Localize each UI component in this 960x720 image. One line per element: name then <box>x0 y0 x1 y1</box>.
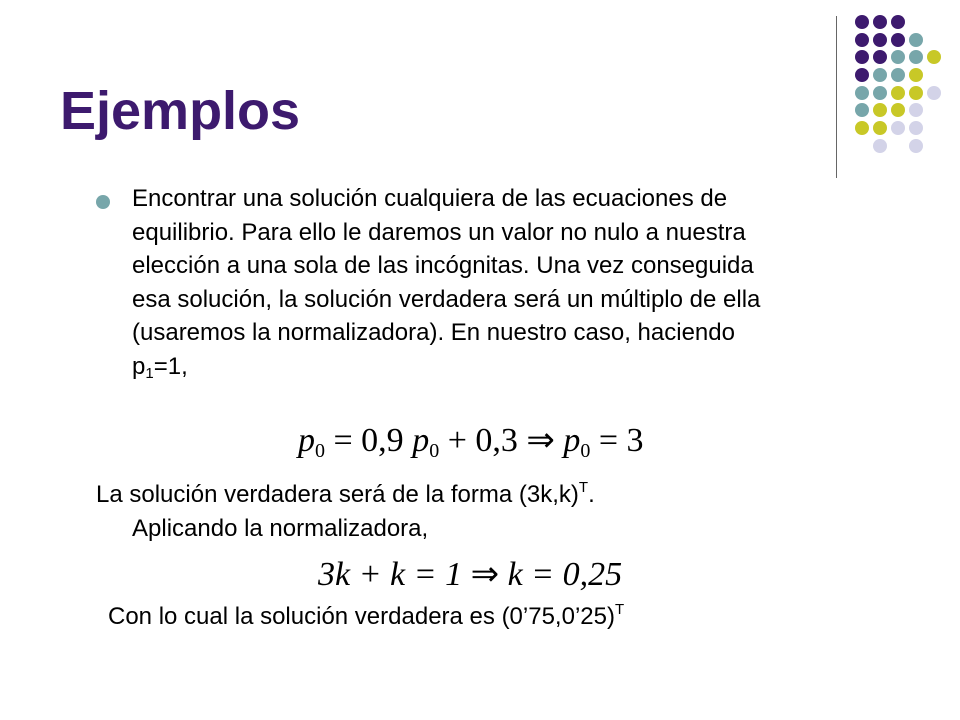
dot <box>891 86 905 100</box>
final-solution-text <box>108 600 624 634</box>
dot <box>855 33 869 47</box>
bullet-text: Encontrar una solución cualquiera de las ecuaciones de equilibrio. Para ello le daremos un valor no nulo a nuestra elección a una sola de las incógnitas. Una vez conseguida esa solución, la solución verdadera será un múltiplo de ella (usaremos la normalizadora). En nuestro caso, haciendo p <box>132 185 761 380</box>
final-solution-sup: T <box>614 601 625 618</box>
eq1-sub-a: 0 <box>315 440 325 462</box>
eq1-sub-b: 0 <box>429 440 440 462</box>
equation-1 <box>298 424 644 461</box>
dot <box>873 68 887 82</box>
bullet-subscript: 1 <box>145 364 154 382</box>
dot <box>873 121 887 135</box>
dot <box>891 33 905 47</box>
dot <box>855 15 869 29</box>
dot <box>873 50 887 64</box>
normalize-text: Aplicando la normalizadora, <box>132 515 429 542</box>
dot <box>873 86 887 100</box>
eq1-arrow: ⇒ <box>526 422 555 459</box>
dot <box>891 121 905 135</box>
dot <box>873 15 887 29</box>
dot <box>855 50 869 64</box>
eq2-right: k = 0,25 <box>507 556 623 593</box>
dot <box>891 50 905 64</box>
solution-form-sup: T <box>578 479 589 496</box>
dot <box>909 103 923 117</box>
dot <box>891 103 905 117</box>
dot <box>909 68 923 82</box>
solution-form-text <box>96 478 595 512</box>
dot <box>927 50 941 64</box>
solution-form-tail: . <box>588 481 595 508</box>
bullet-tail: =1, <box>153 352 188 380</box>
eq1-var-a: p <box>298 422 315 459</box>
dot <box>909 86 923 100</box>
bullet-text-block <box>132 182 792 383</box>
eq1-plus: + 0,3 <box>447 422 518 459</box>
dot <box>891 68 905 82</box>
dot <box>873 103 887 117</box>
dot <box>855 68 869 82</box>
eq2-arrow: ⇒ <box>470 556 500 593</box>
eq1-sub-c: 0 <box>580 440 591 462</box>
dot <box>873 33 887 47</box>
dot <box>855 103 869 117</box>
dot <box>909 121 923 135</box>
eq2-left: 3k + k = 1 <box>318 556 463 593</box>
eq1-var-b: p <box>412 422 430 459</box>
final-solution: Con lo cual la solución verdadera es (0’75,0’25) <box>108 603 615 630</box>
dot <box>909 33 923 47</box>
bullet-icon <box>96 195 110 209</box>
eq1-result: = 3 <box>598 422 644 459</box>
dot <box>873 139 887 153</box>
bullet-paragraph <box>132 182 792 383</box>
equation-2 <box>318 558 622 592</box>
slide-title: Ejemplos <box>60 81 301 141</box>
dot <box>927 86 941 100</box>
eq1-var-c: p <box>563 422 581 459</box>
vertical-divider <box>836 16 837 178</box>
dot <box>855 121 869 135</box>
dot <box>891 15 905 29</box>
eq1-coef: = 0,9 <box>333 422 404 459</box>
dot <box>909 50 923 64</box>
solution-form: La solución verdadera será de la forma (3k,k) <box>96 481 579 508</box>
dot <box>909 139 923 153</box>
dot <box>855 86 869 100</box>
